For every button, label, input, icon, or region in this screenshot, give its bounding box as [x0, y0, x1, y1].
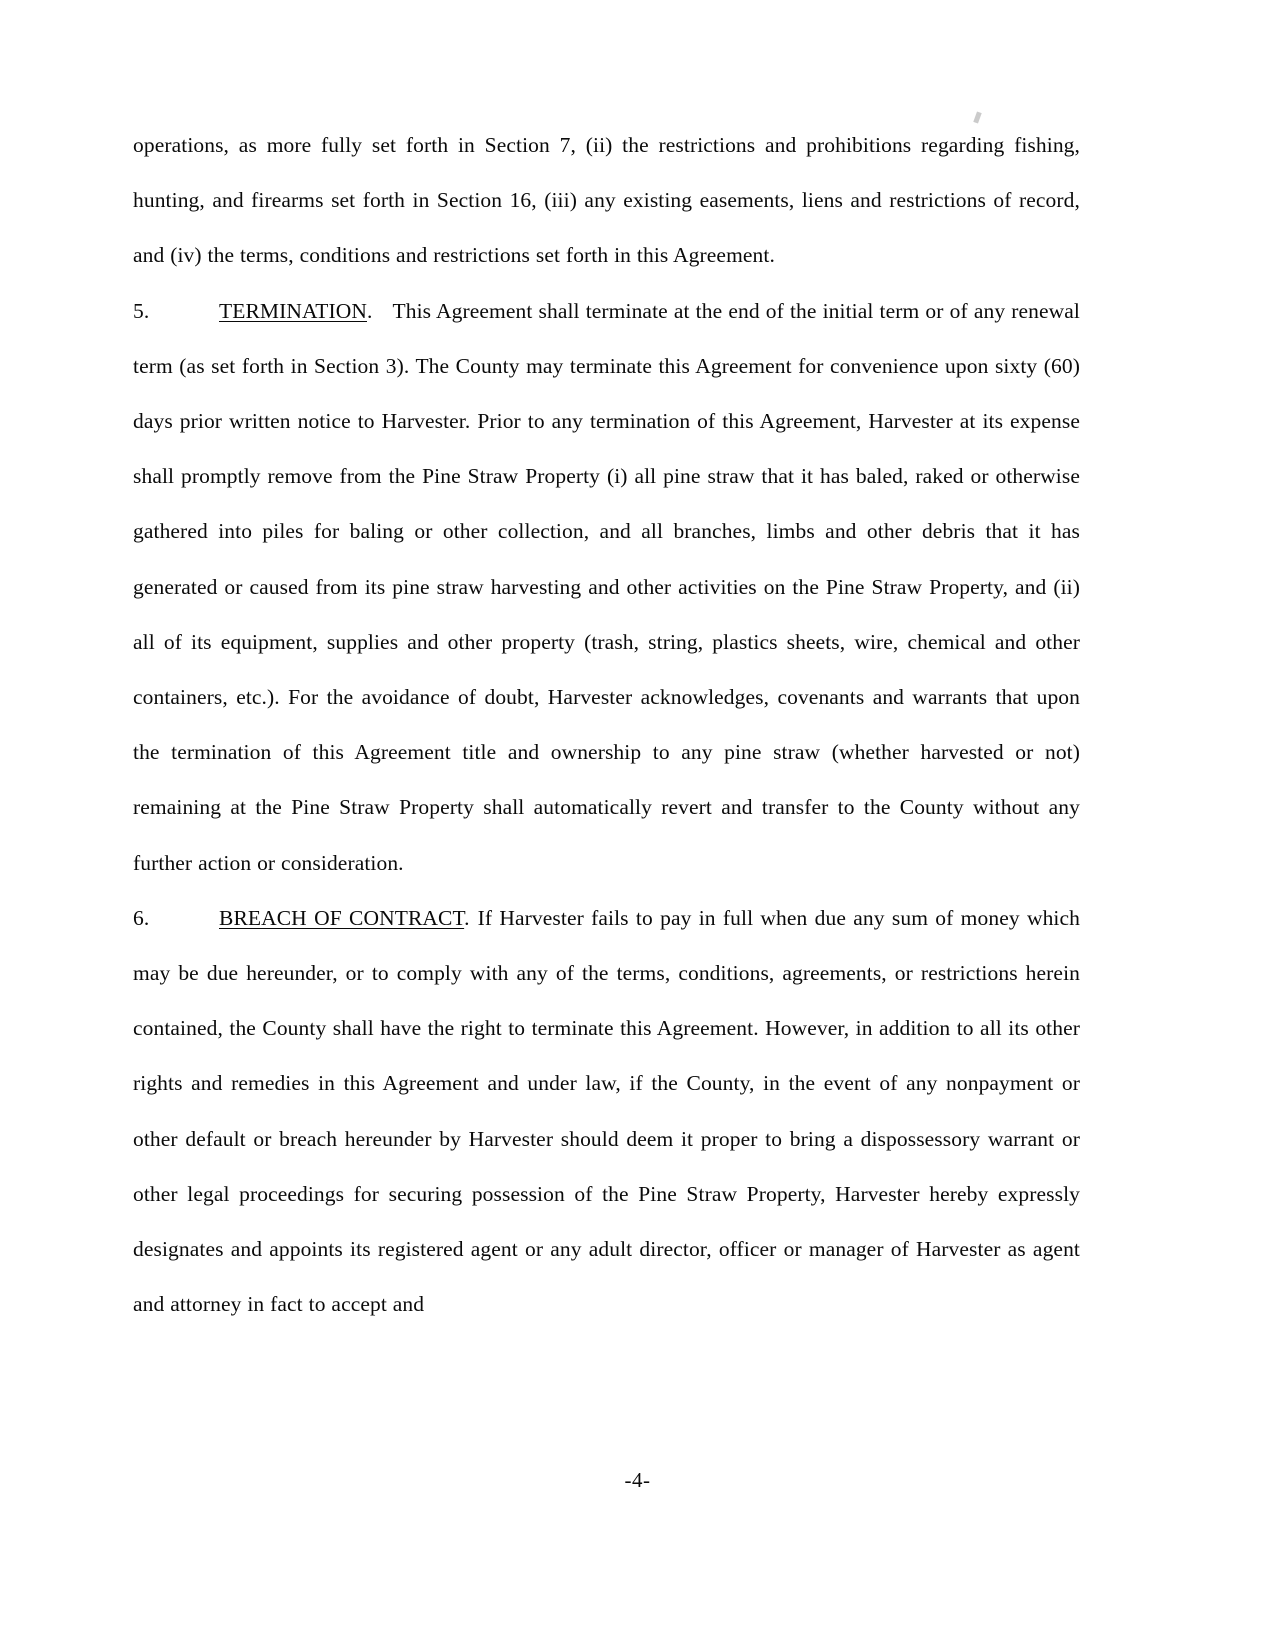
section-body-6: If Harvester fails to pay in full when due any sum of money which may be due hereunder, or to comply with any of the terms, conditions, agreements, or restrictions herein contained, the County shall have the right to terminate this Agreement. However, in addition to all its other rights and remedies in this Agreement and under law, if the County, in the event of any nonpayment or other default or breach hereunder by Harvester should deem it proper to bring a dispossessory warrant or other legal proceedings for securing possession of the Pine Straw Property, Harvester hereby expressly designates and appoints its registered agent or any adult director, officer or manager of Harvester as agent and attorney in fact to accept and [133, 905, 1080, 1317]
paragraph-section-5 [133, 284, 1080, 891]
section-title-termination: TERMINATION [219, 298, 367, 323]
page-number: -4- [624, 1468, 651, 1492]
section-title-period-5: . [367, 298, 373, 323]
section-number-5: 5. [133, 298, 150, 323]
document-body [133, 118, 1080, 1332]
section-title-period-6: . [464, 905, 470, 930]
paragraph-continuation: operations, as more fully set forth in Section 7, (ii) the restrictions and prohibitions regarding fishing, hunting, and firearms set forth in Section 16, (iii) any existing easements, liens and restrictions of record, and (iv) the terms, conditions and restrictions set forth in this Agreement. [133, 133, 1080, 268]
section-title-breach-of-contract: BREACH OF CONTRACT [219, 905, 465, 930]
paragraph-section-6 [133, 891, 1080, 1333]
section-number-6: 6. [133, 905, 150, 930]
section-body-5: This Agreement shall terminate at the end of the initial term or of any renewal term (as set forth in Section 3). The County may terminate this Agreement for convenience upon sixty (60) days prior written notice to Harvester. Prior to any termination of this Agreement, Harvester at its expense shall promptly remove from the Pine Straw Property (i) all pine straw that it has baled, raked or otherwise gathered into piles for baling or other collection, and all branches, limbs and other debris that it has generated or caused from its pine straw harvesting and other activities on the Pine Straw Property, and (ii) all of its equipment, supplies and other property (trash, string, plastics sheets, wire, chemical and other containers, etc.). For the avoidance of doubt, Harvester acknowledges, covenants and warrants that upon the termination of this Agreement title and ownership to any pine straw (whether harvested or not) remaining at the Pine Straw Property shall automatically revert and transfer to the County without any further action or consideration. [133, 298, 1080, 875]
